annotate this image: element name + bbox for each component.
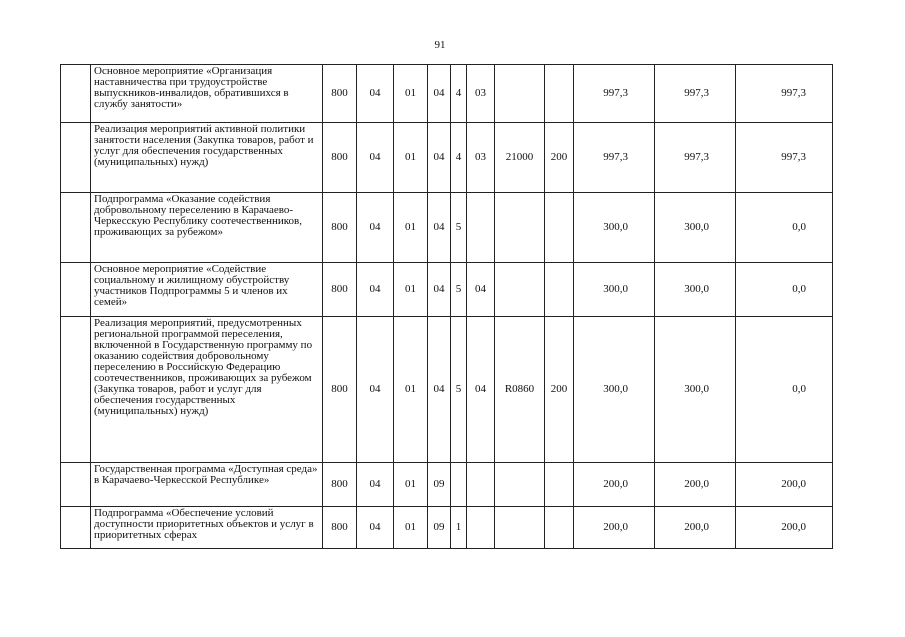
row-code-cell-c7: [495, 193, 545, 263]
row-code-cell-c1: 800: [323, 463, 357, 507]
row-code-cell-c2: 04: [357, 123, 394, 193]
row-blank-cell: [61, 65, 91, 123]
row-code-cell-c1: 800: [323, 317, 357, 463]
row-amount-cell-v2: 997,3: [655, 65, 736, 123]
row-amount-cell-v1: 997,3: [574, 65, 655, 123]
row-code-cell-c5: 4: [451, 123, 467, 193]
row-amount-cell-v1: 200,0: [574, 507, 655, 549]
row-code-cell-c6: [467, 463, 495, 507]
row-amount-cell-v3: 200,0: [736, 507, 833, 549]
row-code-cell-c4: 04: [428, 65, 451, 123]
row-code-cell-c2: 04: [357, 507, 394, 549]
row-code-cell-c2: 04: [357, 263, 394, 317]
row-code-cell-c3: 01: [394, 123, 428, 193]
row-code-cell-c8: [545, 65, 574, 123]
row-amount-cell-v1: 997,3: [574, 123, 655, 193]
row-code-cell-c5: 5: [451, 317, 467, 463]
row-amount-cell-v3: 0,0: [736, 263, 833, 317]
row-code-cell-c3: 01: [394, 317, 428, 463]
row-code-cell-c6: 03: [467, 65, 495, 123]
row-code-cell-c6: 04: [467, 263, 495, 317]
page-number: 91: [434, 39, 446, 51]
row-code-cell-c5: 5: [451, 193, 467, 263]
row-code-cell-c5: 1: [451, 507, 467, 549]
table-row: [61, 507, 833, 549]
row-code-cell-c7: [495, 65, 545, 123]
row-name-cell: Реализация мероприятий активной политики занятости населения (Закупка товаров, работ и услуг для обеспечения государственных (муниципальных) нужд): [91, 123, 323, 193]
row-code-cell-c4: 04: [428, 193, 451, 263]
row-code-cell-c8: 200: [545, 123, 574, 193]
table-row: [61, 193, 833, 263]
row-name-cell: Основное мероприятие «Организация наставничества при трудоустройстве выпускников-инвалидов, обратившихся в службу занятости»: [91, 65, 323, 123]
row-code-cell-c7: [495, 263, 545, 317]
row-code-cell-c8: [545, 263, 574, 317]
row-name-cell: Подпрограмма «Оказание содействия добровольному переселению в Карачаево-Черкесскую Республику соотечественников, проживающих за рубежом»: [91, 193, 323, 263]
budget-table: [60, 64, 833, 549]
row-code-cell-c6: [467, 507, 495, 549]
row-code-cell-c1: 800: [323, 263, 357, 317]
row-code-cell-c1: 800: [323, 65, 357, 123]
row-name-cell: Государственная программа «Доступная среда» в Карачаево-Черкесской Республике»: [91, 463, 323, 507]
row-blank-cell: [61, 263, 91, 317]
row-code-cell-c4: 04: [428, 263, 451, 317]
row-code-cell-c3: 01: [394, 193, 428, 263]
row-code-cell-c7: [495, 463, 545, 507]
row-code-cell-c2: 04: [357, 317, 394, 463]
row-code-cell-c5: 4: [451, 65, 467, 123]
row-blank-cell: [61, 463, 91, 507]
row-amount-cell-v3: 0,0: [736, 317, 833, 463]
row-blank-cell: [61, 507, 91, 549]
row-amount-cell-v3: 997,3: [736, 65, 833, 123]
row-code-cell-c1: 800: [323, 193, 357, 263]
row-code-cell-c3: 01: [394, 263, 428, 317]
row-blank-cell: [61, 193, 91, 263]
table-row: [61, 263, 833, 317]
row-code-cell-c4: 09: [428, 507, 451, 549]
table-row: [61, 123, 833, 193]
row-code-cell-c2: 04: [357, 463, 394, 507]
row-name-cell: Подпрограмма «Обеспечение условий доступности приоритетных объектов и услуг в приоритетных сферах: [91, 507, 323, 549]
row-amount-cell-v1: 300,0: [574, 193, 655, 263]
row-code-cell-c4: 04: [428, 317, 451, 463]
row-code-cell-c5: [451, 463, 467, 507]
row-code-cell-c4: 09: [428, 463, 451, 507]
row-amount-cell-v1: 200,0: [574, 463, 655, 507]
row-code-cell-c2: 04: [357, 193, 394, 263]
row-amount-cell-v2: 300,0: [655, 193, 736, 263]
row-amount-cell-v2: 300,0: [655, 263, 736, 317]
table-row: [61, 463, 833, 507]
row-code-cell-c3: 01: [394, 463, 428, 507]
row-code-cell-c7: R0860: [495, 317, 545, 463]
row-code-cell-c8: [545, 193, 574, 263]
row-name-cell: Основное мероприятие «Содействие социальному и жилищному обустройству участников Подпрограммы 5 и членов их семей»: [91, 263, 323, 317]
row-code-cell-c3: 01: [394, 507, 428, 549]
row-amount-cell-v3: 200,0: [736, 463, 833, 507]
row-code-cell-c6: 04: [467, 317, 495, 463]
table-row: [61, 65, 833, 123]
row-amount-cell-v1: 300,0: [574, 317, 655, 463]
row-code-cell-c1: 800: [323, 507, 357, 549]
row-blank-cell: [61, 123, 91, 193]
row-code-cell-c6: 03: [467, 123, 495, 193]
row-code-cell-c7: 21000: [495, 123, 545, 193]
row-code-cell-c8: 200: [545, 317, 574, 463]
row-amount-cell-v2: 300,0: [655, 317, 736, 463]
row-blank-cell: [61, 317, 91, 463]
row-code-cell-c5: 5: [451, 263, 467, 317]
row-code-cell-c8: [545, 463, 574, 507]
row-code-cell-c1: 800: [323, 123, 357, 193]
row-amount-cell-v2: 200,0: [655, 463, 736, 507]
row-code-cell-c6: [467, 193, 495, 263]
row-amount-cell-v2: 200,0: [655, 507, 736, 549]
row-amount-cell-v1: 300,0: [574, 263, 655, 317]
row-amount-cell-v3: 0,0: [736, 193, 833, 263]
table-row: [61, 317, 833, 463]
row-code-cell-c3: 01: [394, 65, 428, 123]
row-code-cell-c8: [545, 507, 574, 549]
row-code-cell-c4: 04: [428, 123, 451, 193]
row-name-cell: Реализация мероприятий, предусмотренных региональной программой переселения, включенной в Государственную программу по оказанию содействия добровольному переселению в Российскую Федерацию соотечественников, проживающих за рубежом (Закупка товаров, работ и услуг для обеспечения государственных (муниципальных) нужд): [91, 317, 323, 463]
row-code-cell-c7: [495, 507, 545, 549]
row-amount-cell-v2: 997,3: [655, 123, 736, 193]
row-amount-cell-v3: 997,3: [736, 123, 833, 193]
row-code-cell-c2: 04: [357, 65, 394, 123]
